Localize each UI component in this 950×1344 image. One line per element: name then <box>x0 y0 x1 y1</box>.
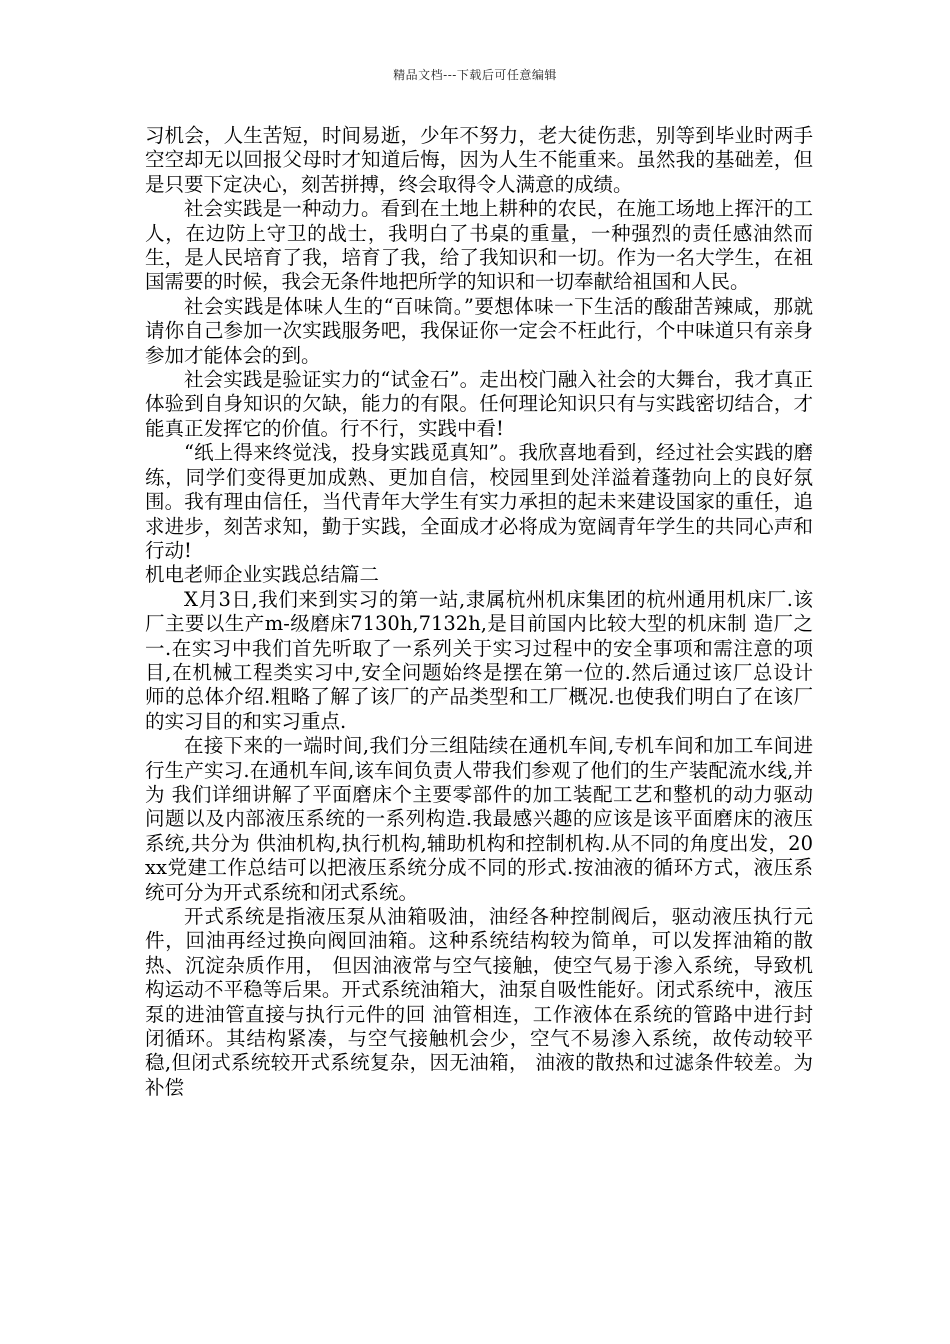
paragraph: 社会实践是验证实力的“试金石”。走出校门融入社会的大舞台，我才真正体验到自身知识的欠缺，能力的有限。任何理论知识只有与实践密切结合，才能真正发挥它的价值。行不行，实践中看! <box>145 368 813 440</box>
page-header: 精品文档---下载后可任意编辑 <box>393 68 557 82</box>
paragraph-continuation: 习机会，人生苦短，时间易逝，少年不努力，老大徒伤悲，别等到毕业时两手空空却无以回报父母时才知道后悔，因为人生不能重来。虽然我的基础差，但是只要下定决心，刻苦拼搏，终会取得令人满意的成绩。 <box>145 124 813 196</box>
paragraph: 社会实践是体味人生的“百味筒。”要想体味一下生活的酸甜苦辣咸，那就请你自己参加一次实践服务吧，我保证你一定会不枉此行，个中味道只有亲身参加才能体会的到。 <box>145 294 813 367</box>
document-body <box>145 124 813 1100</box>
paragraph: 在接下来的一端时间,我们分三组陆续在通机车间,专机车间和加工车间进行生产实习.在通机车间,该车间负责人带我们参观了他们的生产装配流水线,并为 我们详细讲解了平面磨床个主要零部件的加工装配工艺和整机的动力驱动问题以及内部液压系统的一系列构造.我最感兴趣的应该是该平面磨床的液压系统,共分为 供油机构,执行机构,辅助机构和控制机构.从不同的角度出发，20xx党建工作总结可以把液压系统分成不同的形式.按油液的循环方式，液压系统可分为开式系统和闭式系统。 <box>145 734 813 904</box>
paragraph: 开式系统是指液压泵从油箱吸油，油经各种控制阀后，驱动液压执行元件，回油再经过换向阀回油箱。这种系统结构较为简单，可以发挥油箱的散热、沉淀杂质作用， 但因油液常与空气接触，使空气易于渗入系统，导致机构运动不平稳等后果。开式系统油箱大，油泵自吸性能好。闭式系统中，液压泵的进油管直接与执行元件的回 油管相连，工作液体在系统的管路中进行封闭循环。其结构紧凑，与空气接触机会少，空气不易渗入系统，故传动较平稳,但闭式系统较开式系统复杂，因无油箱， 油液的散热和过滤条件较差。为补偿 <box>145 905 813 1099</box>
paragraph: “纸上得来终觉浅，投身实践觅真知”。我欣喜地看到，经过社会实践的磨练，同学们变得更加成熟、更加自信，校园里到处洋溢着蓬勃向上的良好氛围。我有理由信任，当代青年大学生有实力承担的起未来建设国家的重任，追求进步，刻苦求知，勤于实践，全面成才必将成为宽阔青年学生的共同心声和行动! <box>145 441 813 562</box>
paragraph: X月3日,我们来到实习的第一站,隶属杭州机床集团的杭州通用机床厂.该厂主要以生产m-级磨床7130h,7132h,是目前国内比较大型的机床制 造厂之一.在实习中我们首先听取了一系列关于实习过程中的安全事项和需注意的项目,在机械工程类实习中,安全问题始终是摆在第一位的.然后通过该厂总设计 师的总体介绍.粗略了解了该厂的产品类型和工厂概况.也使我们明白了在该厂的实习目的和实习重点. <box>145 587 813 733</box>
paragraph: 社会实践是一种动力。看到在土地上耕种的农民，在施工场地上挥汗的工人，在边防上守卫的战士，我明白了书桌的重量，一种强烈的责任感油然而生，是人民培育了我，培育了我，给了我知识和一切。作为一名大学生，在祖国需要的时候，我会无条件地把所学的知识和一切奉献给祖国和人民。 <box>145 197 813 294</box>
section-title: 机电老师企业实践总结篇二 <box>145 563 380 587</box>
